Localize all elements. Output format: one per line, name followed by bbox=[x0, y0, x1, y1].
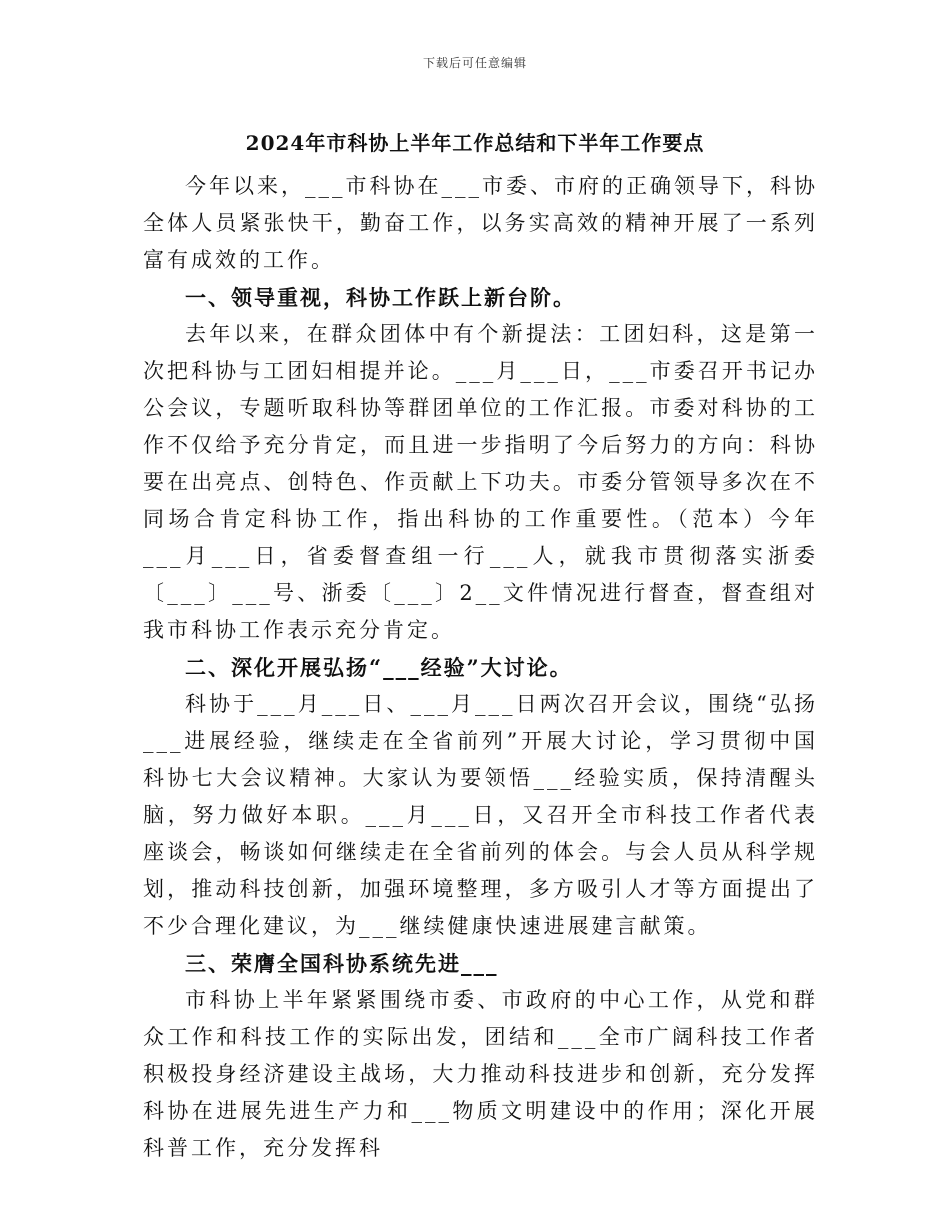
paragraph-intro: 今年以来，___市科协在___市委、市府的正确领导下，科协全体人员紧张快干，勤奋工作，以务实高效的精神开展了一系列富有成效的工作。 bbox=[143, 174, 818, 272]
document-title: 2024年市科协上半年工作总结和下半年工作要点 bbox=[245, 131, 705, 155]
paragraph-section-1: 去年以来，在群众团体中有个新提法：工团妇科，这是第一次把科协与工团妇相提并论。___月___日，___市委召开书记办公会议，专题听取科协等群团单位的工作汇报。市委对科协的工作不仅给予充分肯定，而且进一步指明了今后努力的方向：科协要在出亮点、创特色、作贡献上下功夫。市委分管领导多次在不同场合肯定科协工作，指出科协的工作重要性。（范本）今年___月___日，省委督查组一行___人，就我市贯彻落实浙委〔___〕___号、浙委〔___〕2__文件情况进行督查，督查组对我市科协工作表示充分肯定。 bbox=[143, 322, 818, 642]
section-heading-3: 三、荣膺全国科协系统先进___ bbox=[185, 951, 499, 976]
section-heading-2: 二、深化开展弘扬“___经验”大讨论。 bbox=[185, 655, 573, 680]
header-note: 下载后可任意编辑 bbox=[422, 56, 527, 70]
document-body bbox=[143, 168, 818, 1167]
section-heading-1: 一、领导重视，科协工作跃上新台阶。 bbox=[185, 285, 576, 310]
paragraph-section-3: 市科协上半年紧紧围绕市委、市政府的中心工作，从党和群众工作和科技工作的实际出发，团结和___全市广阔科技工作者积极投身经济建设主战场，大力推动科技进步和创新，充分发挥科协在进展先进生产力和___物质文明建设中的作用；深化开展科普工作，充分发挥科 bbox=[143, 988, 818, 1160]
paragraph-section-2: 科协于___月___日、___月___日两次召开会议，围绕“弘扬___进展经验，继续走在全省前列”开展大讨论，学习贯彻中国科协七大会议精神。大家认为要领悟___经验实质，保持清醒头脑，努力做好本职。___月___日，又召开全市科技工作者代表座谈会，畅谈如何继续走在全省前列的体会。与会人员从科学规划，推动科技创新，加强环境整理，多方吸引人才等方面提出了不少合理化建议，为___继续健康快速进展建言献策。 bbox=[143, 692, 818, 938]
